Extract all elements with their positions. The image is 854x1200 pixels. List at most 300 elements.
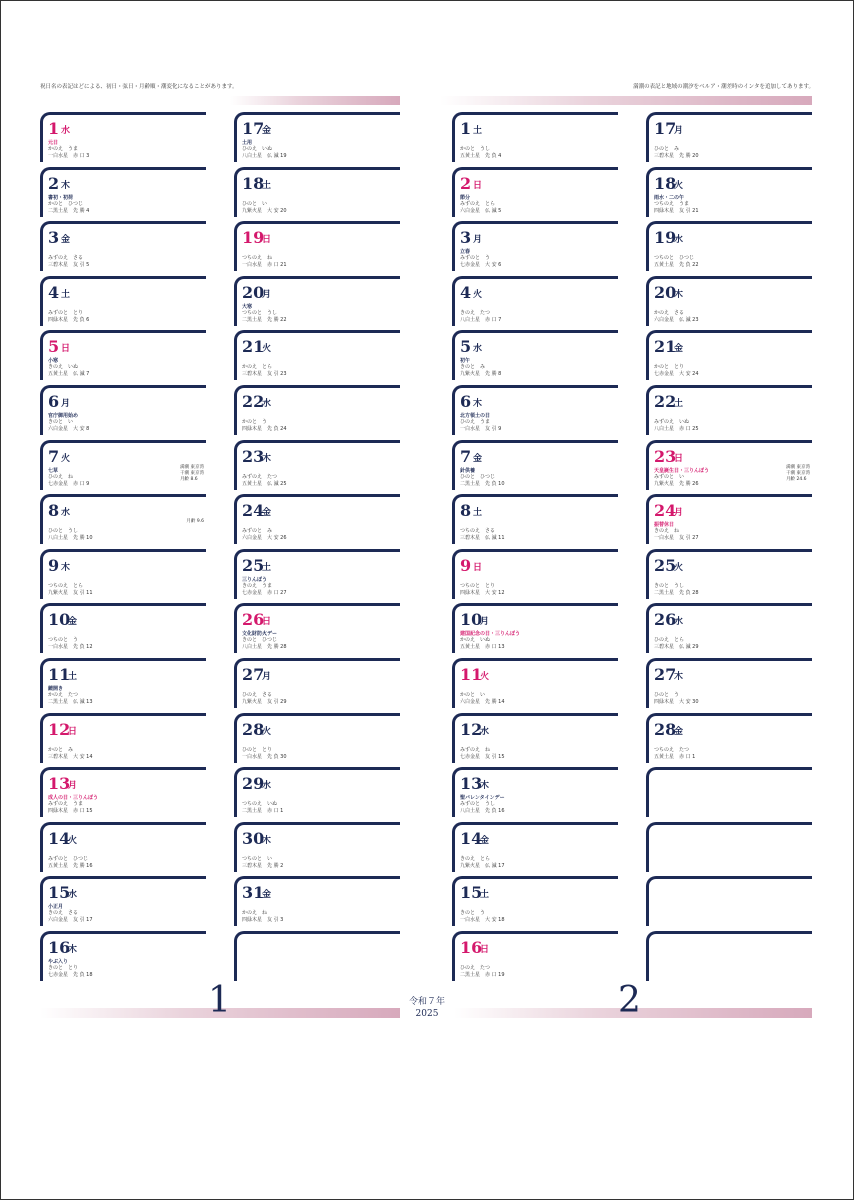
eto-label: みずのと ひつじ: [48, 856, 89, 862]
eto-label: つちのと い: [242, 856, 273, 862]
eto-label: つちのと うし: [242, 310, 278, 316]
day-number: 22: [242, 392, 265, 411]
kyusei-rokuyo-label: 五黄土星 仏 滅 25: [242, 481, 287, 487]
kyusei-rokuyo-label: 七赤金星 大 安 6: [460, 262, 502, 268]
weekday-label: 火: [61, 454, 71, 464]
eto-label: つちのえ いぬ: [242, 801, 278, 807]
month-number-january: 1: [208, 980, 231, 1021]
kyusei-rokuyo-label: 二黒土星 先 勝 4: [48, 208, 90, 214]
empty-day-cell: [646, 767, 812, 817]
day-number: 31: [242, 883, 265, 902]
day-cell: [234, 767, 400, 817]
day-cell: [452, 221, 618, 271]
day-number: 27: [654, 665, 677, 684]
day-cell: [452, 822, 618, 872]
eto-label: つちのえ ね: [242, 255, 273, 261]
day-cell: [234, 549, 400, 599]
day-cell: [452, 494, 618, 544]
event-label: 北方領土の日: [460, 413, 491, 419]
day-number: 8: [460, 501, 472, 520]
eto-label: みずのえ とら: [460, 201, 496, 207]
eto-label: きのと い: [48, 419, 74, 425]
day-cell: [234, 385, 400, 435]
kyusei-rokuyo-label: 五黄土星 先 負 22: [654, 262, 699, 268]
kyusei-rokuyo-label: 二黒土星 先 勝 22: [242, 317, 287, 323]
eto-label: ひのと とり: [242, 747, 273, 753]
day-number: 12: [460, 720, 483, 739]
kyusei-rokuyo-label: 三碧木星 先 勝 2: [242, 863, 284, 869]
eto-label: つちのと う: [48, 637, 79, 643]
day-cell: [234, 221, 400, 271]
weekday-label: 土: [480, 890, 490, 900]
day-number: 17: [242, 119, 265, 138]
day-cell: [646, 440, 812, 490]
eto-label: きのえ いぬ: [48, 364, 79, 370]
day-number: 28: [242, 720, 265, 739]
kyusei-rokuyo-label: 二黒土星 赤 口 19: [460, 972, 505, 978]
weekday-label: 水: [61, 508, 71, 518]
kyusei-rokuyo-label: 八白土星 先 勝 28: [242, 644, 287, 650]
eto-label: ひのと う: [654, 692, 680, 698]
kyusei-rokuyo-label: 二黒土星 先 負 28: [654, 590, 699, 596]
event-label: 天皇誕生日・三りんぼう: [654, 468, 710, 474]
kyusei-rokuyo-label: 三碧木星 仏 滅 29: [654, 644, 699, 650]
day-cell: [40, 276, 206, 326]
eto-label: みずのえ さる: [48, 255, 84, 261]
kyusei-rokuyo-label: 三碧木星 先 勝 20: [654, 153, 699, 159]
day-cell: [40, 330, 206, 380]
kyusei-rokuyo-label: 七赤金星 先 負 18: [48, 972, 93, 978]
day-cell: [234, 494, 400, 544]
eto-label: ひのえ さる: [242, 692, 273, 698]
day-number: 1: [48, 119, 60, 138]
weekday-label: 木: [68, 945, 78, 955]
event-label: 節分: [460, 195, 471, 201]
eto-label: きのえ たつ: [460, 310, 491, 316]
day-number: 11: [460, 665, 483, 684]
kyusei-rokuyo-label: 八白土星 赤 口 25: [654, 426, 699, 432]
kyusei-rokuyo-label: 一白水星 先 負 12: [48, 644, 93, 650]
weekday-label: 月: [262, 672, 272, 682]
era-year-label: [400, 996, 454, 1020]
weekday-label: 木: [480, 781, 490, 791]
eto-label: みずのえ いぬ: [654, 419, 690, 425]
eto-label: かのえ うま: [48, 146, 79, 152]
day-cell: [234, 822, 400, 872]
weekday-label: 水: [674, 235, 684, 245]
eto-label: つちのと ひつじ: [654, 255, 695, 261]
weekday-label: 水: [262, 781, 272, 791]
event-label: 小寒: [48, 358, 59, 364]
day-number: 27: [242, 665, 265, 684]
kyusei-rokuyo-label: 五黄土星 赤 口 1: [654, 754, 696, 760]
day-number: 5: [48, 337, 60, 356]
kyusei-rokuyo-label: 一白水星 先 負 30: [242, 754, 287, 760]
weekday-label: 金: [262, 126, 272, 136]
weekday-label: 土: [473, 508, 483, 518]
day-number: 7: [460, 447, 472, 466]
day-number: 5: [460, 337, 472, 356]
day-cell: [40, 876, 206, 926]
day-cell: [234, 276, 400, 326]
eto-label: きのえ さる: [48, 910, 79, 916]
day-cell: [452, 713, 618, 763]
eto-label: かのと ひつじ: [48, 201, 84, 207]
weekday-label: 日: [61, 344, 71, 354]
day-cell: [452, 276, 618, 326]
day-cell: [646, 167, 812, 217]
top-pink-bar-right: [440, 96, 812, 105]
kyusei-rokuyo-label: 二黒土星 赤 口 1: [242, 808, 284, 814]
day-number: 4: [48, 283, 60, 302]
weekday-label: 土: [674, 399, 684, 409]
eto-label: みずのえ たつ: [242, 474, 278, 480]
day-cell: [234, 876, 400, 926]
kyusei-rokuyo-label: 五黄土星 仏 滅 7: [48, 371, 90, 377]
day-cell: [234, 440, 400, 490]
kyusei-rokuyo-label: 七赤金星 赤 口 9: [48, 481, 90, 487]
weekday-label: 木: [61, 181, 71, 191]
event-label: 針供養: [460, 468, 476, 474]
eto-label: きのと う: [460, 910, 486, 916]
day-cell: [234, 330, 400, 380]
weekday-label: 土: [68, 672, 78, 682]
kyusei-rokuyo-label: 六白金星 大 安 26: [242, 535, 287, 541]
eto-label: つちのえ うま: [654, 201, 690, 207]
weekday-label: 土: [61, 290, 71, 300]
event-label: 立春: [460, 249, 471, 255]
tide-note: 満潮 東京湾 干潮 東京湾 月齢 24.6: [786, 465, 810, 482]
day-cell: [40, 931, 206, 981]
day-number: 25: [242, 556, 265, 575]
day-cell: [646, 276, 812, 326]
empty-day-cell: [646, 876, 812, 926]
note-left: 祝日名の表記はどによる、初日・弦日・月齢順・潮変化になることがあります。: [40, 84, 238, 90]
weekday-label: 日: [262, 617, 272, 627]
weekday-label: 土: [473, 126, 483, 136]
day-cell: [40, 440, 206, 490]
eto-label: きのえ とら: [460, 856, 491, 862]
weekday-label: 木: [473, 399, 483, 409]
day-number: 12: [48, 720, 71, 739]
top-pink-bar-left: [230, 96, 400, 105]
day-cell: [646, 494, 812, 544]
eto-label: みずのえ うま: [48, 801, 84, 807]
weekday-label: 月: [480, 617, 490, 627]
eto-label: かのと い: [460, 692, 486, 698]
weekday-label: 水: [68, 890, 78, 900]
day-number: 15: [48, 883, 71, 902]
eto-label: きのと ひつじ: [242, 637, 278, 643]
kyusei-rokuyo-label: 九紫火星 先 勝 8: [460, 371, 502, 377]
eto-label: きのえ うま: [242, 583, 273, 589]
day-cell: [646, 112, 812, 162]
kyusei-rokuyo-label: 三碧木星 大 安 14: [48, 754, 93, 760]
day-cell: [40, 221, 206, 271]
event-label: 元日: [48, 140, 59, 146]
day-number: 24: [654, 501, 677, 520]
kyusei-rokuyo-label: 八白土星 赤 口 7: [460, 317, 502, 323]
day-number: 22: [654, 392, 677, 411]
kyusei-rokuyo-label: 三碧木星 仏 滅 11: [460, 535, 505, 541]
weekday-label: 火: [262, 727, 272, 737]
eto-label: ひのと い: [242, 201, 268, 207]
day-cell: [40, 822, 206, 872]
day-number: 29: [242, 774, 265, 793]
day-number: 28: [654, 720, 677, 739]
kyusei-rokuyo-label: 六白金星 大 安 8: [48, 426, 90, 432]
kyusei-rokuyo-label: 六白金星 先 勝 14: [460, 699, 505, 705]
day-cell: [452, 330, 618, 380]
day-number: 19: [654, 228, 677, 247]
day-number: 14: [460, 829, 483, 848]
day-number: 10: [460, 610, 483, 629]
weekday-label: 月: [61, 399, 71, 409]
weekday-label: 月: [262, 290, 272, 300]
weekday-label: 日: [68, 727, 78, 737]
kyusei-rokuyo-label: 四緑木星 先 負 24: [242, 426, 287, 432]
weekday-label: 水: [473, 344, 483, 354]
day-number: 3: [48, 228, 60, 247]
eto-label: ひのえ いぬ: [242, 146, 273, 152]
day-number: 17: [654, 119, 677, 138]
eto-label: かのと み: [48, 747, 74, 753]
weekday-label: 月: [674, 508, 684, 518]
event-label: 小正月: [48, 904, 64, 910]
eto-label: かのえ さる: [654, 310, 685, 316]
event-label: 官庁御用始め: [48, 413, 79, 419]
day-cell: [40, 112, 206, 162]
eto-label: ひのえ ね: [48, 474, 74, 480]
day-cell: [40, 767, 206, 817]
kyusei-rokuyo-label: 七赤金星 赤 口 27: [242, 590, 287, 596]
day-number: 1: [460, 119, 472, 138]
weekday-label: 水: [61, 126, 71, 136]
eto-label: きのと とり: [48, 965, 79, 971]
event-label: 土用: [242, 140, 253, 146]
day-number: 11: [48, 665, 71, 684]
day-number: 16: [48, 938, 71, 957]
empty-day-cell: [646, 822, 812, 872]
event-label: 建国記念の日・三りんぼう: [460, 631, 521, 637]
day-cell: [40, 549, 206, 599]
kyusei-rokuyo-label: 四緑木星 友 引 21: [654, 208, 699, 214]
eto-label: ひのと み: [654, 146, 680, 152]
day-number: 13: [460, 774, 483, 793]
eto-label: みずのと とり: [48, 310, 84, 316]
day-cell: [234, 713, 400, 763]
day-number: 15: [460, 883, 483, 902]
event-label: 初午: [460, 358, 471, 364]
kyusei-rokuyo-label: 五黄土星 先 勝 16: [48, 863, 93, 869]
kyusei-rokuyo-label: 三碧木星 友 引 23: [242, 371, 287, 377]
weekday-label: 日: [473, 181, 483, 191]
day-number: 9: [460, 556, 472, 575]
day-cell: [40, 603, 206, 653]
day-number: 30: [242, 829, 265, 848]
day-cell: [452, 167, 618, 217]
day-cell: [452, 112, 618, 162]
day-cell: [452, 603, 618, 653]
eto-label: かのえ ね: [242, 910, 268, 916]
weekday-label: 日: [473, 563, 483, 573]
kyusei-rokuyo-label: 二黒土星 仏 滅 13: [48, 699, 93, 705]
eto-label: きのえ ね: [654, 528, 680, 534]
kyusei-rokuyo-label: 四緑木星 大 安 30: [654, 699, 699, 705]
day-number: 8: [48, 501, 60, 520]
day-cell: [646, 713, 812, 763]
day-cell: [452, 931, 618, 981]
day-cell: [452, 658, 618, 708]
day-number: 21: [654, 337, 677, 356]
day-number: 14: [48, 829, 71, 848]
kyusei-rokuyo-label: 一白水星 友 引 9: [460, 426, 502, 432]
kyusei-rokuyo-label: 九紫火星 大 安 20: [242, 208, 287, 214]
day-number: 23: [242, 447, 265, 466]
weekday-label: 日: [480, 945, 490, 955]
kyusei-rokuyo-label: 一白水星 赤 口 3: [48, 153, 90, 159]
day-cell: [40, 494, 206, 544]
event-label: 大寒: [242, 304, 253, 310]
weekday-label: 金: [262, 890, 272, 900]
day-cell: [40, 713, 206, 763]
kyusei-rokuyo-label: 一白水星 大 安 18: [460, 917, 505, 923]
day-cell: [234, 167, 400, 217]
weekday-label: 月: [674, 126, 684, 136]
event-label: 成人の日・三りんぼう: [48, 795, 99, 801]
day-number: 9: [48, 556, 60, 575]
eto-label: ひのと うし: [48, 528, 79, 534]
day-number: 7: [48, 447, 60, 466]
kyusei-rokuyo-label: 一白水星 赤 口 21: [242, 262, 287, 268]
weekday-label: 土: [262, 181, 272, 191]
eto-label: みずのえ ね: [460, 747, 491, 753]
day-number: 20: [654, 283, 677, 302]
event-label: 振替休日: [654, 522, 675, 528]
weekday-label: 水: [262, 399, 272, 409]
event-label: 書初・初荷: [48, 195, 74, 201]
day-cell: [40, 385, 206, 435]
weekday-label: 日: [262, 235, 272, 245]
kyusei-rokuyo-label: 八白土星 先 負 16: [460, 808, 505, 814]
day-cell: [452, 440, 618, 490]
day-cell: [646, 330, 812, 380]
weekday-label: 水: [674, 617, 684, 627]
kyusei-rokuyo-label: 九紫火星 先 勝 26: [654, 481, 699, 487]
day-number: 4: [460, 283, 472, 302]
day-cell: [234, 603, 400, 653]
day-number: 6: [48, 392, 60, 411]
day-cell: [646, 549, 812, 599]
day-number: 19: [242, 228, 265, 247]
tide-note: 月齢 9.6: [186, 519, 204, 524]
day-cell: [452, 767, 618, 817]
day-number: 24: [242, 501, 265, 520]
kyusei-rokuyo-label: 六白金星 仏 滅 23: [654, 317, 699, 323]
weekday-label: 木: [61, 563, 71, 573]
kyusei-rokuyo-label: 三碧木星 友 引 5: [48, 262, 90, 268]
weekday-label: 金: [480, 836, 490, 846]
kyusei-rokuyo-label: 九紫火星 友 引 29: [242, 699, 287, 705]
day-cell: [452, 549, 618, 599]
event-label: 三りんぼう: [242, 577, 268, 583]
kyusei-rokuyo-label: 七赤金星 友 引 15: [460, 754, 505, 760]
weekday-label: 木: [262, 836, 272, 846]
day-cell: [646, 603, 812, 653]
day-cell: [234, 112, 400, 162]
day-number: 16: [460, 938, 483, 957]
eto-label: つちのえ とら: [48, 583, 84, 589]
kyusei-rokuyo-label: 六白金星 友 引 17: [48, 917, 93, 923]
eto-label: つちのえ さる: [460, 528, 496, 534]
day-cell: [234, 658, 400, 708]
weekday-label: 木: [674, 290, 684, 300]
eto-label: みずのと み: [242, 528, 273, 534]
weekday-label: 金: [674, 727, 684, 737]
kyusei-rokuyo-label: 九紫火星 友 引 11: [48, 590, 93, 596]
event-label: 七草: [48, 468, 59, 474]
kyusei-rokuyo-label: 一白水星 友 引 27: [654, 535, 699, 541]
kyusei-rokuyo-label: 四緑木星 友 引 3: [242, 917, 284, 923]
note-right: 満潮の表記と地域の潮汐をベルア・潮差時のインタを追加してあります。: [633, 84, 814, 90]
weekday-label: 金: [473, 454, 483, 464]
weekday-label: 火: [473, 290, 483, 300]
day-number: 21: [242, 337, 265, 356]
weekday-label: 水: [480, 727, 490, 737]
eto-label: つちのと とり: [460, 583, 496, 589]
weekday-label: 土: [262, 563, 272, 573]
day-number: 18: [654, 174, 677, 193]
eto-label: かのえ いぬ: [460, 637, 491, 643]
empty-day-cell: [646, 931, 812, 981]
kyusei-rokuyo-label: 八白土星 仏 滅 19: [242, 153, 287, 159]
eto-label: きのと み: [460, 364, 486, 370]
weekday-label: 金: [61, 235, 71, 245]
weekday-label: 木: [674, 672, 684, 682]
weekday-label: 火: [480, 672, 490, 682]
weekday-label: 火: [68, 836, 78, 846]
day-cell: [452, 876, 618, 926]
eto-label: かのと とり: [654, 364, 685, 370]
kyusei-rokuyo-label: 四緑木星 大 安 12: [460, 590, 505, 596]
day-number: 10: [48, 610, 71, 629]
day-cell: [452, 385, 618, 435]
day-cell: [646, 385, 812, 435]
weekday-label: 火: [674, 563, 684, 573]
weekday-label: 金: [68, 617, 78, 627]
kyusei-rokuyo-label: 六白金星 仏 滅 5: [460, 208, 502, 214]
eto-label: ひのえ うま: [460, 419, 491, 425]
empty-day-cell: [234, 931, 400, 981]
kyusei-rokuyo-label: 五黄土星 赤 口 13: [460, 644, 505, 650]
eto-label: つちのえ たつ: [654, 747, 690, 753]
weekday-label: 月: [68, 781, 78, 791]
day-cell: [40, 658, 206, 708]
weekday-label: 木: [262, 454, 272, 464]
weekday-label: 日: [674, 454, 684, 464]
kyusei-rokuyo-label: 四緑木星 赤 口 15: [48, 808, 93, 814]
kyusei-rokuyo-label: 九紫火星 仏 滅 17: [460, 863, 505, 869]
eto-label: みずのと い: [654, 474, 685, 480]
day-number: 18: [242, 174, 265, 193]
day-number: 13: [48, 774, 71, 793]
eto-label: きのと うし: [654, 583, 685, 589]
day-cell: [40, 167, 206, 217]
event-label: 鏡開き: [48, 686, 64, 692]
eto-label: かのえ とら: [242, 364, 273, 370]
eto-label: ひのえ たつ: [460, 965, 491, 971]
eto-label: かのえ たつ: [48, 692, 79, 698]
